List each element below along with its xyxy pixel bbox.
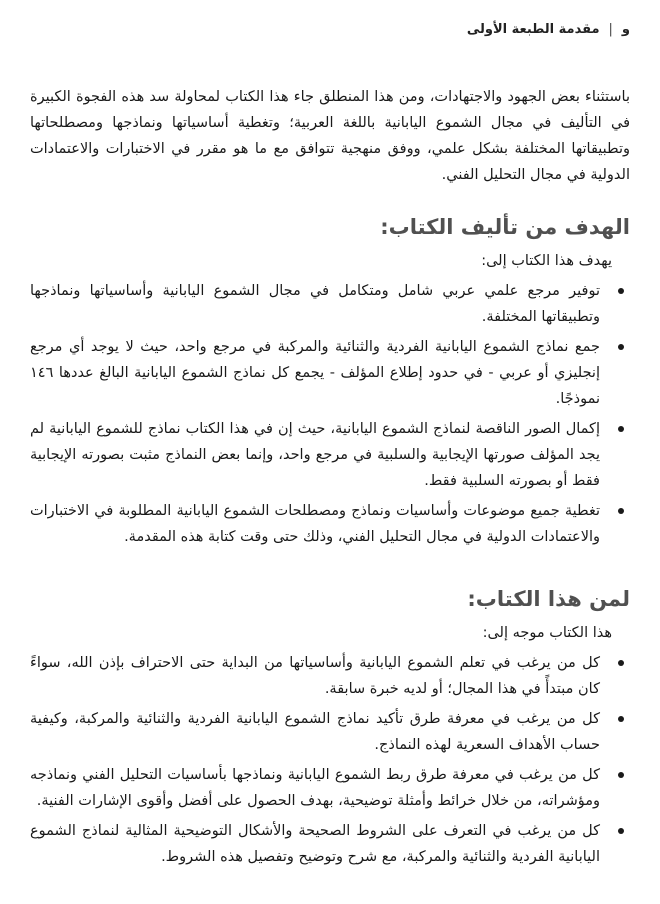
- list-item: [30, 498, 630, 550]
- list-item-text: إكمال الصور الناقصة لنماذج الشموع اليابانية، حيث إن في هذا الكتاب نماذج للشموع اليابانية لم يجد المؤلف صورتها الإيجابية والسلبية في مرجع واحد، وإنما بعض النماذج مثبت بصورته الإيجابية فقط أو بصورته السلبية فقط.: [30, 421, 600, 489]
- list-item: [30, 650, 630, 702]
- bullet-icon: [618, 716, 624, 722]
- list-item-text: توفير مرجع علمي عربي شامل ومتكامل في مجال الشموع اليابانية وأساسياتها ونماذجها وتطبيقاتها المختلفة.: [30, 283, 600, 325]
- list-item-text: جمع نماذج الشموع اليابانية الفردية والثنائية والمركبة في مرجع واحد، حيث لا يوجد أي مرجع إنجليزي أو عربي - في حدود إطلاع المؤلف - يجمع كل نماذج الشموع اليابانية البالغ عددها ١٤٦ نموذجًا.: [30, 339, 600, 407]
- bullet-icon: [618, 288, 624, 294]
- list-item: [30, 706, 630, 758]
- list-item: [30, 818, 630, 870]
- list-item-text: كل من يرغب في معرفة طرق تأكيد نماذج الشموع اليابانية الفردية والثنائية والمركبة، وكيفية حساب الأهداف السعرية لهذه النماذج.: [30, 711, 600, 753]
- list-item-text: كل من يرغب في معرفة طرق ربط الشموع اليابانية ونماذجها بأساسيات التحليل الفني ونماذجه ومؤشراته، من خلال خرائط وأمثلة توضيحية، بهدف الحصول على أفضل وأقوى الإشارات الفنية.: [30, 767, 600, 809]
- list-item-text: تغطية جميع موضوعات وأساسيات ونماذج ومصطلحات الشموع اليابانية المطلوبة في الاختبارات والاعتمادات الدولية في مجال التحليل الفني، وذلك حتى وقت كتابة هذه المقدمة.: [30, 503, 600, 545]
- audience-list: [30, 650, 630, 870]
- chapter-title: مقدمة الطبعة الأولى: [466, 21, 600, 37]
- goal-section: [30, 212, 630, 550]
- running-header: [30, 16, 630, 42]
- header-separator: |: [608, 21, 613, 37]
- bullet-icon: [618, 828, 624, 834]
- list-item: [30, 762, 630, 814]
- goal-list: [30, 278, 630, 550]
- bullet-icon: [618, 344, 624, 350]
- audience-lead: هذا الكتاب موجه إلى:: [482, 625, 612, 641]
- intro-paragraph: باستثناء بعض الجهود والاجتهادات، ومن هذا المنطلق جاء هذا الكتاب لمحاولة سد هذه الفجوة الكبيرة في التأليف في مجال الشموع اليابانية باللغة العربية؛ وتغطية أساسياتها ونماذجها ومصطلحاتها وتطبيقاتها المختلفة بشكل علمي، ووفق منهجية تتوافق مع ما هو مقرر في الاختبارات والاعتمادات الدولية في مجال التحليل الفني.: [30, 89, 630, 183]
- audience-section: [30, 584, 630, 870]
- list-item: [30, 278, 630, 330]
- list-item-text: كل من يرغب في التعرف على الشروط الصحيحة والأشكال التوضيحية المثالية لنماذج الشموع اليابانية الفردية والثنائية والمركبة، مع شرح وتوضيح وتفصيل هذه الشروط.: [30, 823, 600, 865]
- page-number: و: [621, 21, 630, 37]
- bullet-icon: [618, 772, 624, 778]
- audience-heading: لمن هذا الكتاب:: [467, 587, 630, 611]
- bullet-icon: [618, 508, 624, 514]
- list-item: [30, 334, 630, 412]
- list-item-text: كل من يرغب في تعلم الشموع اليابانية وأساسياتها من البداية حتى الاحتراف بإذن الله، سواءً كان مبتدأً في هذا المجال؛ أو لديه خبرة سابقة.: [30, 655, 600, 697]
- list-item: [30, 416, 630, 494]
- bullet-icon: [618, 660, 624, 666]
- goal-lead: يهدف هذا الكتاب إلى:: [481, 253, 612, 269]
- goal-heading: الهدف من تأليف الكتاب:: [380, 215, 630, 239]
- bullet-icon: [618, 426, 624, 432]
